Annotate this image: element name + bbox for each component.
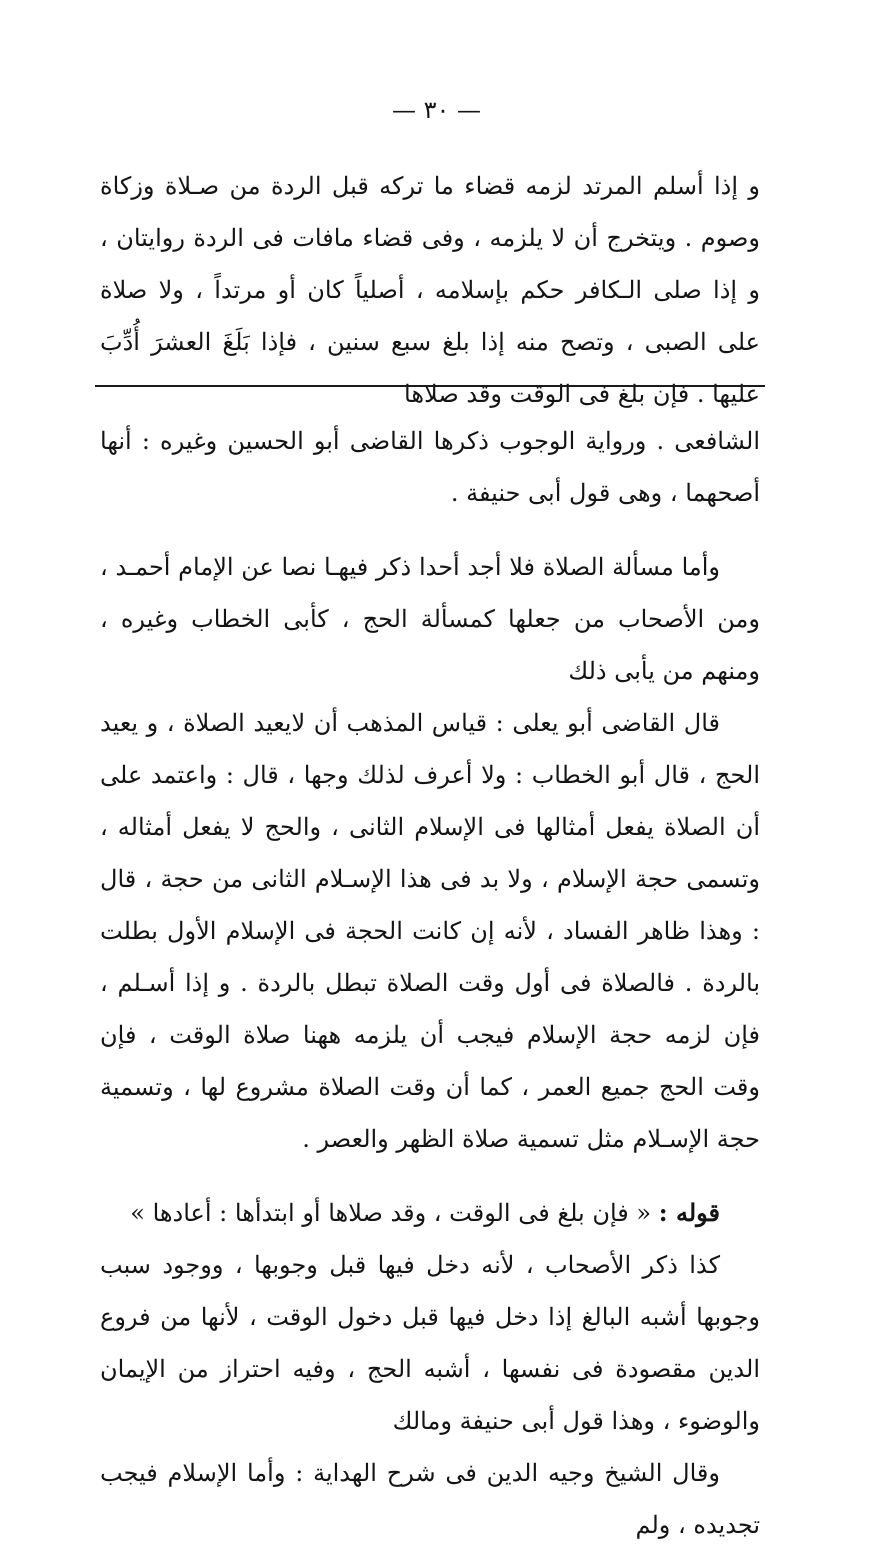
quote-lead-label: قوله : xyxy=(658,1198,720,1227)
commentary-paragraph-6: وقال الشيخ وجيه الدين فى شرح الهداية : وأما الإسلام فيجب تجديده ، ولم xyxy=(100,1459,760,1539)
commentary-paragraph-1: الشافعى . ورواية الوجوب ذكرها القاضى أبو الحسين وغيره : أنها أصحهما ، وهى قول أبى حنيفة . xyxy=(100,427,760,507)
footnote-separator xyxy=(95,385,765,387)
commentary-text xyxy=(100,415,760,1551)
main-text xyxy=(100,160,760,420)
commentary-paragraph-3: قال القاضى أبو يعلى : قياس المذهب أن لايعيد الصلاة ، و يعيد الحج ، قال أبو الخطاب : ولا أعرف لذلك وجها ، قال : واعتمد على أن الصلاة يفعل أمثالها فى الإسلام الثانى ، والحج لا يفعل أمثاله ، وتسمى حجة الإسلام ، ولا بد فى هذا الإسـلام الثانى من حجة ، قال : وهذا ظاهر الفساد ، لأنه إن كانت الحجة فى الإسلام الأول بطلت بالردة . فالصلاة فى أول وقت الصلاة تبطل بالردة . و إذا أسـلم ، فإن لزمه حجة الإسلام فيجب أن يلزمه ههنا صلاة الوقت ، فإن وقت الحج جميع العمر ، كما أن وقت الصلاة مشروع لها ، وتسمية حجة الإسـلام مثل تسمية صلاة الظهر والعصر . xyxy=(100,709,760,1153)
commentary-paragraph-2: وأما مسألة الصلاة فلا أجد أحدا ذكر فيهـا نصا عن الإمام أحمـد ، ومن الأصحاب من جعلها كمسألة الحج ، كأبى الخطاب وغيره ، ومنهم من يأبى ذلك xyxy=(100,553,761,685)
page-number: — ٣٠ — xyxy=(391,96,482,124)
commentary-paragraph-5: كذا ذكر الأصحاب ، لأنه دخل فيها قبل وجوبها ، ووجود سبب وجوبها أشبه البالغ إذا دخل فيها قبل دخول الوقت ، لأنها من فروع الدين مقصودة فى نفسها ، أشبه الحج ، وفيه احتراز من الإيمان والوضوء ، وهذا قول أبى حنيفة ومالك xyxy=(100,1251,760,1435)
main-paragraph: و إذا أسلم المرتد لزمه قضاء ما تركه قبل الردة من صـلاة وزكاة وصوم . ويتخرج أن لا يلزمه ، وفى قضاء مافات فى الردة روايتان ، و إذا صلى الـكافر حكم بإسلامه ، أصلياً كان أو مرتداً ، ولا صلاة على الصبى ، وتصح منه إذا بلغ سبع سنين ، فإذا بَلَغَ العشرَ أُدِّبَ عليها . فإن بلغ فى الوقت وقد صلاها xyxy=(100,172,760,408)
quote-text: « فإن بلغ فى الوقت ، وقد صلاها أو ابتدأها : أعادها » xyxy=(130,1199,652,1227)
commentary-quote-line xyxy=(100,1187,760,1239)
